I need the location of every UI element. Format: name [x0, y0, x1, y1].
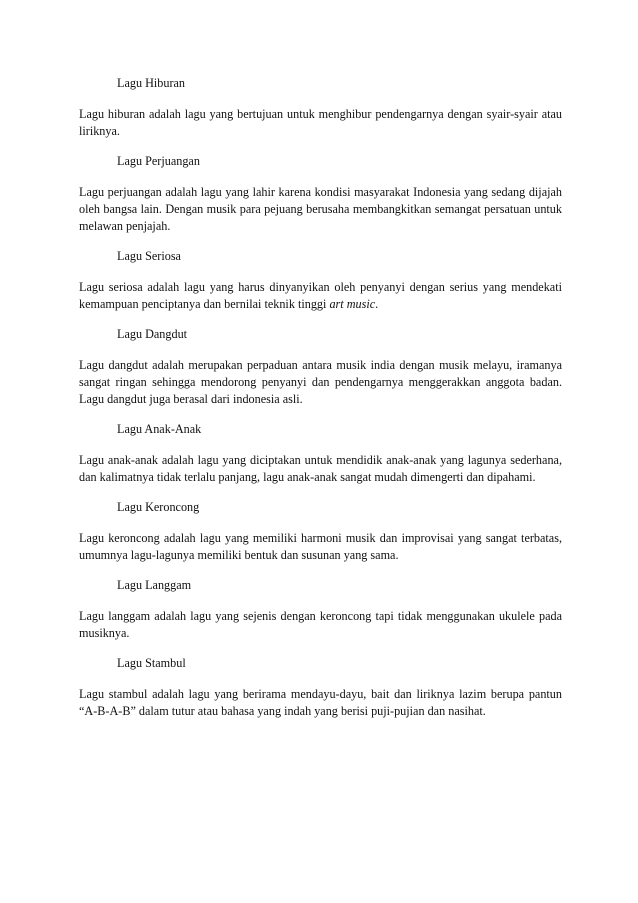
section-paragraph: [79, 279, 562, 313]
section-dangdut: [79, 326, 562, 408]
section-langgam: [79, 577, 562, 642]
section-heading: Lagu Perjuangan: [117, 154, 200, 168]
section-paragraph: Lagu langgam adalah lagu yang sejenis dengan keroncong tapi tidak menggunakan ukulele pada musiknya.: [79, 609, 562, 640]
section-paragraph: Lagu anak-anak adalah lagu yang diciptakan untuk mendidik anak-anak yang lagunya sederhana, dan kalimatnya tidak terlalu panjang, lagu anak-anak sangat mudah dimengerti dan dipahami.: [79, 453, 562, 484]
section-paragraph: Lagu stambul adalah lagu yang berirama mendayu-dayu, bait dan liriknya lazim berupa pantun “A-B-A-B” dalam tutur atau bahasa yang indah yang berisi puji-pujian dan nasihat.: [79, 687, 562, 718]
section-heading: Lagu Seriosa: [117, 249, 181, 263]
section-heading: Lagu Keroncong: [117, 500, 200, 514]
section-paragraph: Lagu perjuangan adalah lagu yang lahir karena kondisi masyarakat Indonesia yang sedang dijajah oleh bangsa lain. Dengan musik para pejuang berusaha membangkitkan semangat persatuan untuk melawan penjajah.: [79, 185, 562, 233]
section-perjuangan: [79, 153, 562, 235]
section-anak-anak: [79, 421, 562, 486]
section-hiburan: [79, 75, 562, 140]
section-heading: Lagu Anak-Anak: [117, 422, 202, 436]
section-seriosa: [79, 248, 562, 313]
document-content: [79, 75, 562, 733]
section-paragraph: Lagu hiburan adalah lagu yang bertujuan untuk menghibur pendengarnya dengan syair-syair atau liriknya.: [79, 107, 562, 138]
section-keroncong: [79, 499, 562, 564]
section-stambul: [79, 655, 562, 720]
paragraph-text: Lagu seriosa adalah lagu yang harus dinyanyikan oleh penyanyi dengan serius yang mendekati kemampuan penciptanya dan bernilai teknik tinggi: [79, 280, 562, 311]
section-heading: Lagu Dangdut: [117, 327, 188, 341]
paragraph-suffix: .: [375, 297, 379, 311]
italic-term: art music: [329, 297, 376, 311]
section-heading: Lagu Langgam: [117, 578, 192, 592]
section-heading: Lagu Stambul: [117, 656, 186, 670]
section-heading: Lagu Hiburan: [117, 76, 186, 90]
section-paragraph: Lagu keroncong adalah lagu yang memiliki harmoni musik dan improvisai yang sangat terbatas, umumnya lagu-lagunya memiliki bentuk dan susunan yang sama.: [79, 531, 562, 562]
section-paragraph: Lagu dangdut adalah merupakan perpaduan antara musik india dengan musik melayu, iramanya sangat ringan sehingga mendorong penyanyi dan pendengarnya menggerakkan anggota badan. Lagu dangdut juga berasal dari indonesia asli.: [79, 358, 562, 406]
